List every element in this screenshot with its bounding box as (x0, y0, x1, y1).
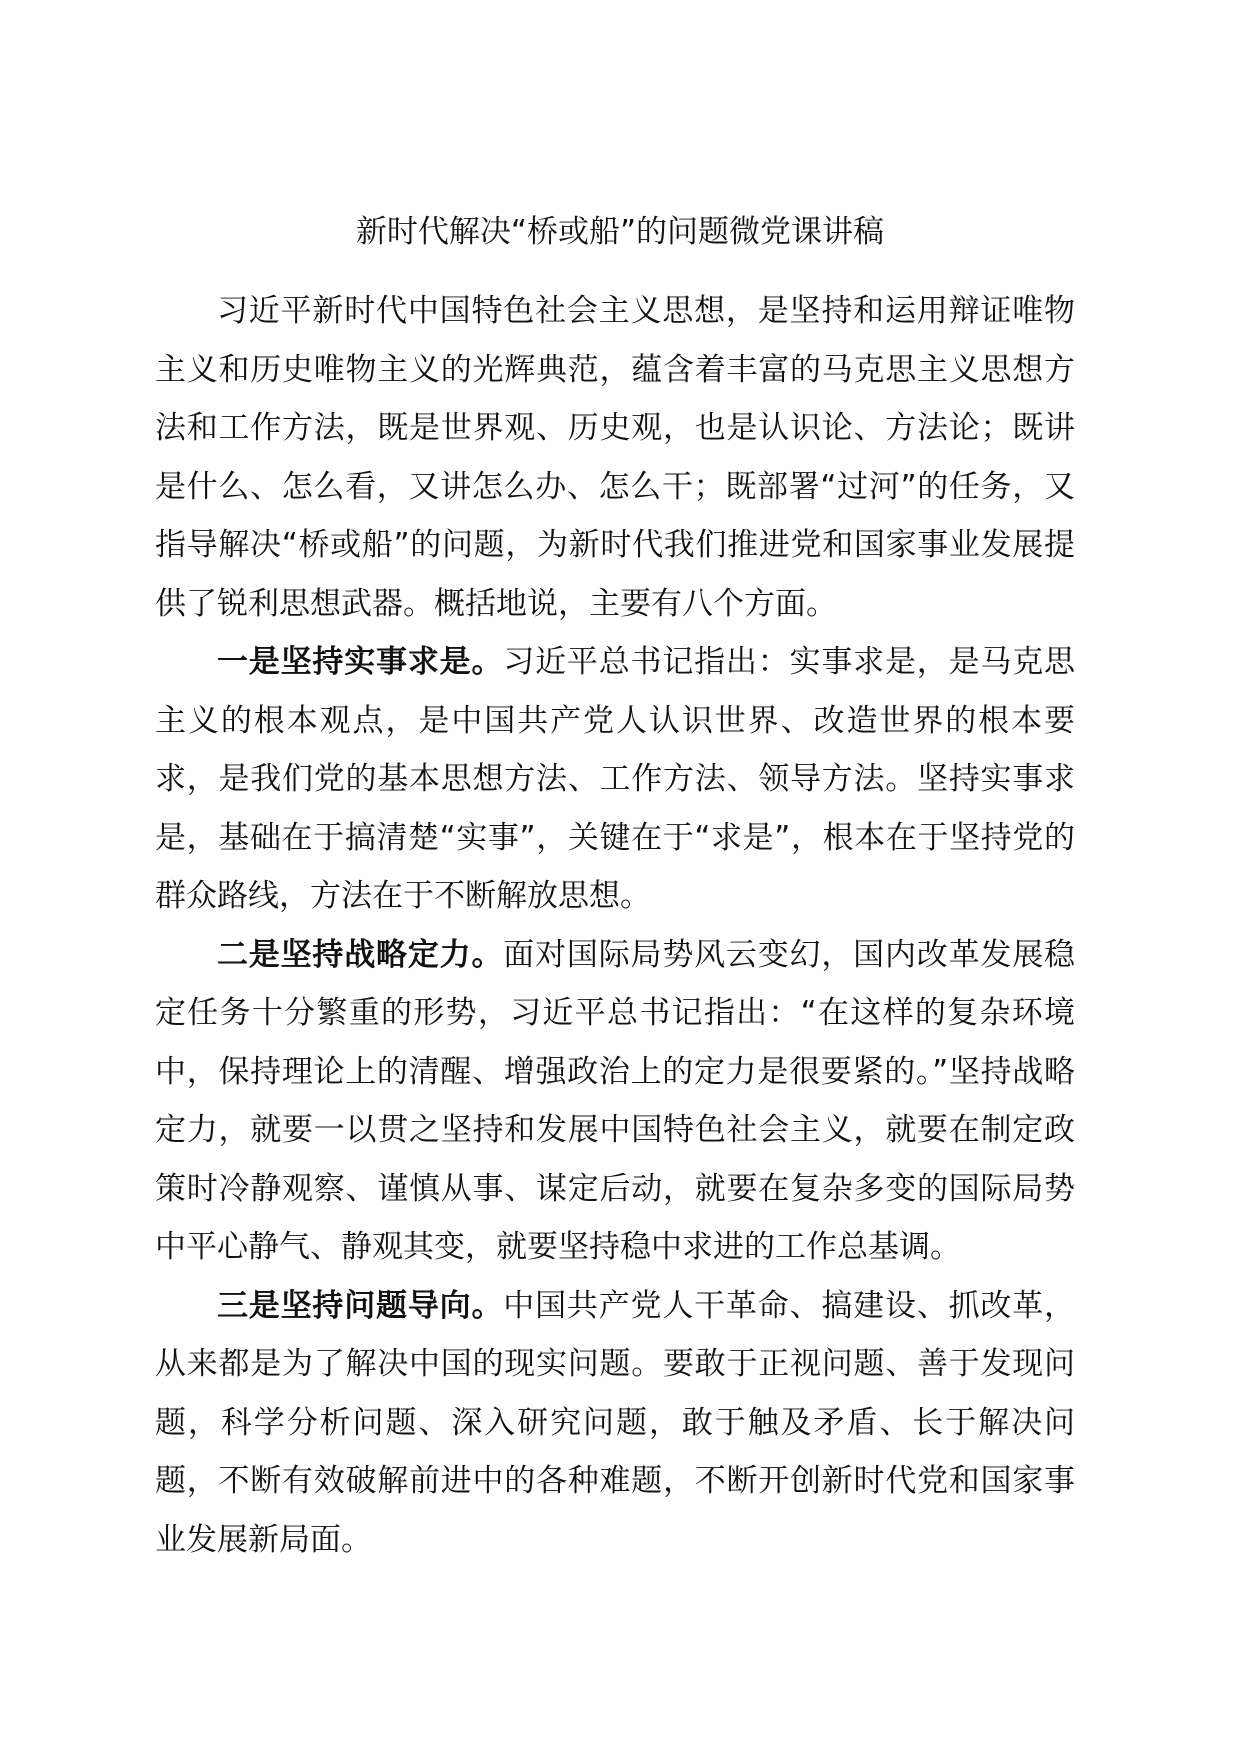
paragraph-lead: 一是坚持实事求是。 (217, 644, 504, 680)
paragraph-text: 中国共产党人干革命、搞建设、抓改革，从来都是为了解决中国的现实问题。要敢于正视问题、善于发现问题，科学分析问题、深入研究问题，敢于触及矛盾、长于解决问题，不断有效破解前进中的各种难题，不断开创新时代党和国家事业发展新局面。 (155, 1287, 1076, 1558)
document-body (155, 282, 1075, 1569)
paragraph-point-3 (155, 1277, 1075, 1570)
document-title: 新时代解决“桥或船”的问题微党课讲稿 (355, 214, 885, 250)
paragraph-text: 面对国际局势风云变幻，国内改革发展稳定任务十分繁重的形势，习近平总书记指出：“在这样的复杂环境中，保持理论上的清醒、增强政治上的定力是很要紧的。”坚持战略定力，就要一以贯之坚持和发展中国特色社会主义，就要在制定政策时冷静观察、谨慎从事、谋定后动，就要在复杂多变的国际局势中平心静气、静观其变，就要坚持稳中求进的工作总基调。 (155, 936, 1076, 1265)
paragraph-lead: 三是坚持问题导向。 (217, 1287, 504, 1324)
paragraph-point-2 (155, 926, 1075, 1277)
paragraph-lead: 二是坚持战略定力。 (217, 936, 504, 973)
paragraph-intro (155, 282, 1075, 633)
paragraph-text: 习近平总书记指出：实事求是，是马克思主义的根本观点，是中国共产党人认识世界、改造世界的根本要求，是我们党的基本思想方法、工作方法、领导方法。坚持实事求是，基础在于搞清楚“实事”，关键在于“求是”，根本在于坚持党的群众路线，方法在于不断解放思想。 (155, 644, 1076, 914)
paragraph-point-1 (155, 633, 1075, 926)
paragraph-text: 习近平新时代中国特色社会主义思想，是坚持和运用辩证唯物主义和历史唯物主义的光辉典范，蕴含着丰富的马克思主义思想方法和工作方法，既是世界观、历史观，也是认识论、方法论；既讲是什么、怎么看，又讲怎么办、怎么干；既部署“过河”的任务，又指导解决“桥或船”的问题，为新时代我们推进党和国家事业发展提供了锐利思想武器。概括地说，主要有八个方面。 (155, 293, 1075, 622)
